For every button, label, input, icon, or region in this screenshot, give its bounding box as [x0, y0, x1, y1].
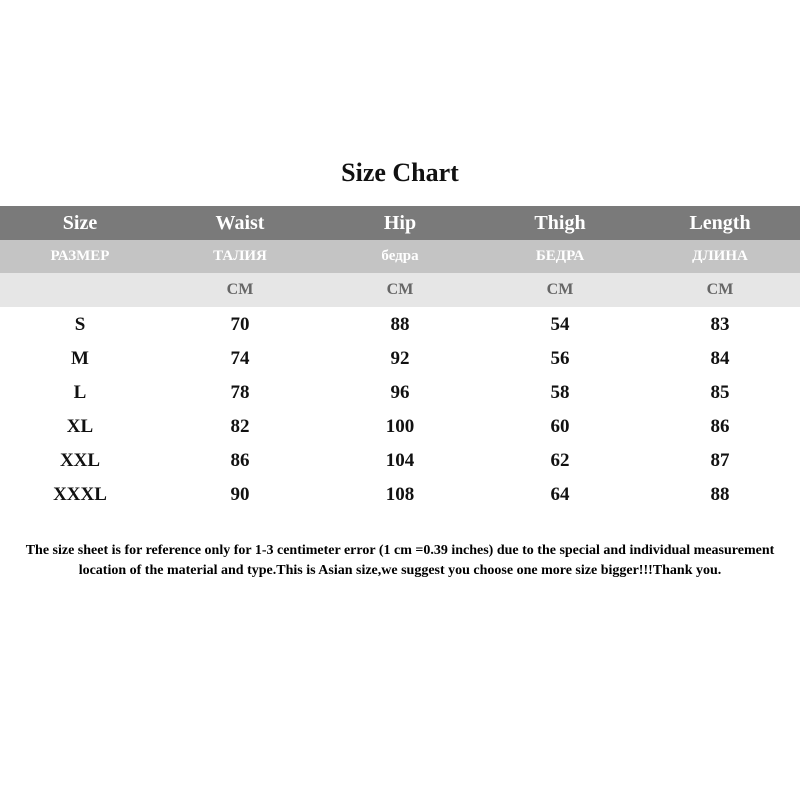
size-cell: XXL — [59, 450, 101, 471]
hip-cell: 96 — [390, 382, 410, 403]
hip-cell: 104 — [385, 450, 415, 471]
size-cell: L — [73, 382, 87, 403]
size-cell: M — [71, 348, 89, 369]
length-cell: 83 — [710, 314, 730, 335]
header-ru-thigh: БЕДРА — [535, 248, 585, 264]
table-row — [0, 478, 800, 512]
thigh-cell: 58 — [550, 382, 570, 403]
size-cell: XXXL — [53, 484, 107, 505]
unit-waist: CM — [226, 281, 254, 298]
header-ru-waist: ТАЛИЯ — [213, 248, 267, 264]
size-table-body — [0, 308, 800, 512]
unit-hip: CM — [386, 281, 414, 298]
russian-header-row — [0, 240, 800, 273]
hip-cell: 88 — [390, 314, 410, 335]
waist-cell: 90 — [230, 484, 250, 505]
waist-cell: 86 — [230, 450, 250, 471]
unit-row — [0, 273, 800, 307]
table-row — [0, 342, 800, 376]
length-cell: 85 — [710, 382, 730, 403]
table-row — [0, 308, 800, 342]
size-chart-title: Size Chart — [341, 158, 459, 187]
unit-length: CM — [706, 281, 734, 298]
hip-cell: 92 — [390, 348, 410, 369]
table-row — [0, 376, 800, 410]
header-size: Size — [62, 212, 98, 234]
waist-cell: 70 — [230, 314, 250, 335]
header-ru-hip: бедра — [381, 248, 419, 264]
header-ru-length: ДЛИНА — [692, 248, 748, 264]
waist-cell: 82 — [230, 416, 250, 437]
unit-thigh: CM — [546, 281, 574, 298]
waist-cell: 74 — [230, 348, 250, 369]
thigh-cell: 60 — [550, 416, 570, 437]
thigh-cell: 56 — [550, 348, 570, 369]
hip-cell: 108 — [385, 484, 415, 505]
size-disclaimer-note: The size sheet is for reference only for 1-3 centimeter error (1 cm =0.39 inches) due to the special and individual measurement location of the material and type.This is Asian size,we suggest you choose one more size bigger!!!Thank you. — [25, 543, 775, 578]
length-cell: 88 — [710, 484, 730, 505]
table-row — [0, 444, 800, 478]
unit-size — [0, 273, 160, 307]
header-waist: Waist — [215, 212, 265, 234]
size-cell: XL — [66, 416, 94, 437]
length-cell: 87 — [710, 450, 730, 471]
thigh-cell: 62 — [550, 450, 570, 471]
thigh-cell: 54 — [550, 314, 570, 335]
header-hip: Hip — [383, 212, 417, 234]
header-thigh: Thigh — [534, 212, 586, 234]
thigh-cell: 64 — [550, 484, 570, 505]
length-cell: 84 — [710, 348, 730, 369]
header-row — [0, 206, 800, 240]
hip-cell: 100 — [385, 416, 415, 437]
length-cell: 86 — [710, 416, 730, 437]
size-cell: S — [74, 314, 86, 335]
waist-cell: 78 — [230, 382, 250, 403]
header-length: Length — [689, 212, 751, 234]
header-ru-size: РАЗМЕР — [50, 248, 110, 264]
table-row — [0, 410, 800, 444]
